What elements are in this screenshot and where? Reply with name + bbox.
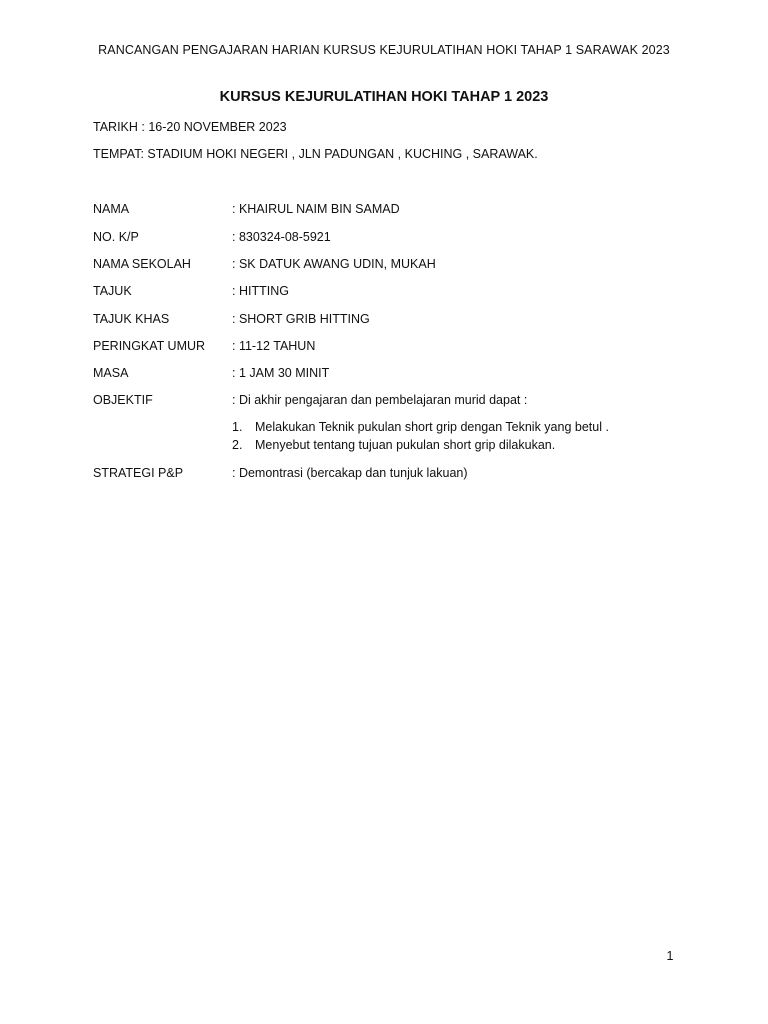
field-row-no-kp xyxy=(93,230,693,248)
field-label: NAMA SEKOLAH xyxy=(93,257,191,271)
field-value: : 11-12 TAHUN xyxy=(232,339,316,353)
venue-line: TEMPAT: STADIUM HOKI NEGERI , JLN PADUNGAN , KUCHING , SARAWAK. xyxy=(93,147,538,161)
field-value: : KHAIRUL NAIM BIN SAMAD xyxy=(232,202,400,216)
field-value: : Demontrasi (bercakap dan tunjuk lakuan) xyxy=(232,466,468,480)
field-label: OBJEKTIF xyxy=(93,393,153,407)
list-item-number: 1. xyxy=(232,420,243,434)
field-row-tajuk xyxy=(93,284,693,302)
field-label: TAJUK xyxy=(93,284,132,298)
field-row-nama-sekolah xyxy=(93,257,693,275)
field-value: : SHORT GRIB HITTING xyxy=(232,312,370,326)
field-value: : 830324-08-5921 xyxy=(232,230,331,244)
field-row-nama xyxy=(93,202,693,220)
field-value: : HITTING xyxy=(232,284,289,298)
date-line: TARIKH : 16-20 NOVEMBER 2023 xyxy=(93,120,287,134)
field-label: PERINGKAT UMUR xyxy=(93,339,206,353)
field-label: NAMA xyxy=(93,202,130,216)
field-row-masa xyxy=(93,366,693,384)
field-value: : Di akhir pengajaran dan pembelajaran murid dapat : xyxy=(232,393,528,407)
list-item-number: 2. xyxy=(232,438,243,452)
field-label: NO. K/P xyxy=(93,230,139,244)
list-item-text: Melakukan Teknik pukulan short grip dengan Teknik yang betul . xyxy=(255,420,609,434)
document-title: KURSUS KEJURULATIHAN HOKI TAHAP 1 2023 xyxy=(219,89,549,105)
field-row-tajuk-khas xyxy=(93,312,693,330)
field-row-objektif xyxy=(93,393,693,411)
page-number: 1 xyxy=(666,949,674,963)
running-header: RANCANGAN PENGAJARAN HARIAN KURSUS KEJURULATIHAN HOKI TAHAP 1 SARAWAK 2023 xyxy=(98,43,670,57)
field-value: : 1 JAM 30 MINIT xyxy=(232,366,330,380)
list-item-text: Menyebut tentang tujuan pukulan short grip dilakukan. xyxy=(255,438,556,452)
field-label: MASA xyxy=(93,366,129,380)
field-label: TAJUK KHAS xyxy=(93,312,170,326)
field-row-peringkat-umur xyxy=(93,339,693,357)
field-row-strategi xyxy=(93,466,693,484)
field-value: : SK DATUK AWANG UDIN, MUKAH xyxy=(232,257,436,271)
field-label: STRATEGI P&P xyxy=(93,466,184,480)
